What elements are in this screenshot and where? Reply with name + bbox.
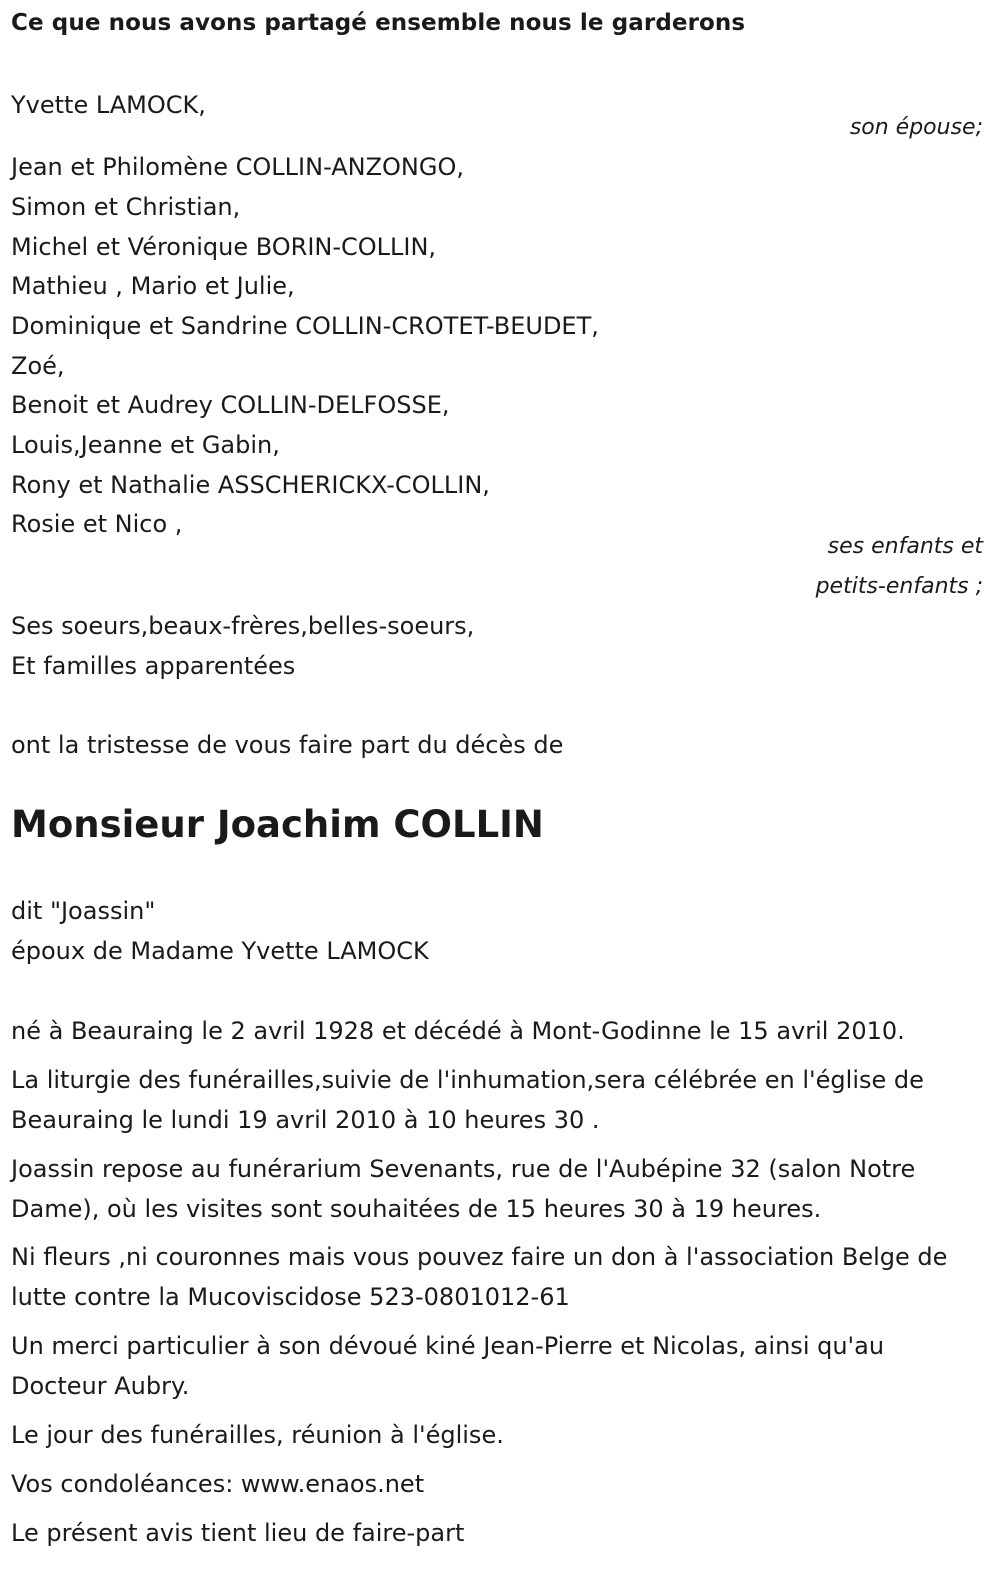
family-line: Ses soeurs,beaux-frères,belles-soeurs, <box>11 612 475 640</box>
child-line: Zoé, <box>11 352 65 380</box>
deceased-nickname: dit "Joassin" <box>11 897 156 925</box>
children-role: ses enfants et <box>827 534 983 559</box>
child-line: Mathieu , Mario et Julie, <box>11 272 295 300</box>
announcement: ont la tristesse de vous faire part du décès de <box>11 731 564 759</box>
notice-heading: Ce que nous avons partagé ensemble nous le garderons <box>11 10 746 36</box>
child-line: Jean et Philomène COLLIN-ANZONGO, <box>11 153 464 181</box>
paragraph-notice: Le présent avis tient lieu de faire-part <box>11 1519 465 1547</box>
child-line: Dominique et Sandrine COLLIN-CROTET-BEUDET, <box>11 312 599 340</box>
deceased-name: Monsieur Joachim COLLIN <box>11 803 544 846</box>
child-line: Rony et Nathalie ASSCHERICKX-COLLIN, <box>11 471 490 499</box>
child-line: Rosie et Nico , <box>11 510 183 538</box>
paragraph-meeting: Le jour des funérailles, réunion à l'église. <box>11 1421 504 1449</box>
paragraph-funerarium: Joassin repose au funérarium Sevenants, rue de l'Aubépine 32 (salon Notre Dame), où les visites sont souhaitées de 15 heures 30 à 19 heures. <box>11 1155 916 1223</box>
paragraph-birth-death: né à Beauraing le 2 avril 1928 et décédé à Mont-Godinne le 15 avril 2010. <box>11 1017 905 1045</box>
spouse-role: son épouse; <box>849 115 983 140</box>
paragraph-liturgy: La liturgie des funérailles,suivie de l'inhumation,sera célébrée en l'église de Beauraing le lundi 19 avril 2010 à 10 heures 30 . <box>11 1066 924 1134</box>
deceased-spouse: époux de Madame Yvette LAMOCK <box>11 937 429 965</box>
spouse-name: Yvette LAMOCK, <box>11 91 206 119</box>
child-line: Michel et Véronique BORIN-COLLIN, <box>11 233 437 261</box>
family-line: Et familles apparentées <box>11 652 296 680</box>
child-line: Louis,Jeanne et Gabin, <box>11 431 280 459</box>
paragraph-donation: Ni fleurs ,ni couronnes mais vous pouvez faire un don à l'association Belge de lutte contre la Mucoviscidose 523-0801012-61 <box>11 1243 948 1311</box>
child-line: Simon et Christian, <box>11 193 241 221</box>
children-role: petits-enfants ; <box>815 574 983 599</box>
paragraph-thanks: Un merci particulier à son dévoué kiné Jean-Pierre et Nicolas, ainsi qu'au Docteur Aubry. <box>11 1332 885 1400</box>
child-line: Benoit et Audrey COLLIN-DELFOSSE, <box>11 391 450 419</box>
paragraph-condolences: Vos condoléances: www.enaos.net <box>11 1470 425 1498</box>
